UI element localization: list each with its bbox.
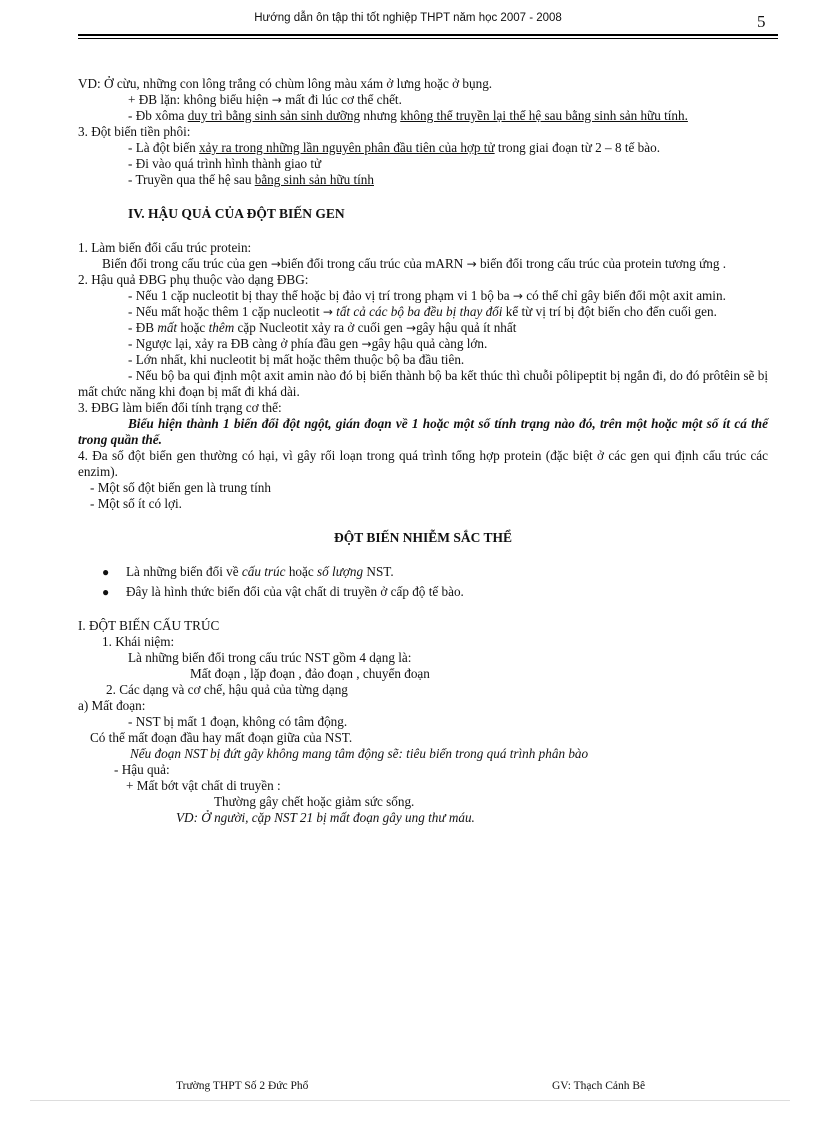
consequence-4-item-1: - Một số đột biến gen là trung tính <box>90 480 271 495</box>
bullet-icon: ● <box>102 565 110 579</box>
arrow-right-icon: → <box>270 257 281 271</box>
deletion-consequence-2: Thường gây chết hoặc giảm sức sống. <box>214 794 415 809</box>
deletion-consequence-title: - Hậu quả: <box>114 762 170 777</box>
bullet-icon: ● <box>102 585 110 599</box>
bullet-item-1: ● Là những biến đổi về cấu trúc hoặc số lượng NST. <box>102 564 394 579</box>
bullet-item-2: ● Đây là hình thức biến đổi của vật chất di truyền ở cấp độ tế bào. <box>102 584 464 599</box>
concept-types: Mất đoạn , lặp đoạn , đảo đoạn , chuyển đoạn <box>190 666 430 681</box>
footer-rule <box>30 1100 790 1101</box>
arrow-right-icon: → <box>322 305 333 319</box>
spacer <box>78 546 768 564</box>
header-title: Hướng dẫn ôn tập thi tốt nghiệp THPT năm học 2007 - 2008 <box>254 12 562 24</box>
consequence-3-text: Biểu hiện thành 1 biến đổi đột ngột, gián đoạn về 1 hoặc một số tính trạng nào đó, trên một hoặc một số ít cá thể trong quần thể. <box>78 416 768 447</box>
footer-school: Trường THPT Số 2 Đức Phổ <box>176 1080 309 1092</box>
consequence-2-title: 2. Hậu quả ĐBG phụ thuộc vào dạng ĐBG: <box>78 272 309 287</box>
deletion-item-3: Nếu đoạn NST bị đứt gãy không mang tâm động sẽ: tiêu biến trong quá trình phân bào <box>130 746 589 761</box>
deletion-title: a) Mất đoạn: <box>78 698 146 713</box>
concept-title: 1. Khái niệm: <box>102 634 175 649</box>
spacer <box>78 222 768 240</box>
consequence-2-item-6: - Nếu bộ ba qui định một axit amin nào đó bị biến thành bộ ba kết thúc thì chuỗi pôlipeptit bị ngắn đi, do đó prôtêin sẽ bị mất chức năng khi đoạn bị mất đi khá dài. <box>78 368 768 399</box>
consequence-2-item-1: - Nếu 1 cặp nucleotit bị thay thế hoặc bị đảo vị trí trong phạm vi 1 bộ ba → có thể chỉ gây biến đổi một axit amin. <box>128 288 726 303</box>
consequence-1-text: Biến đổi trong cấu trúc của gen →biến đổi trong cấu trúc của mARN → biến đổi trong cấu trúc của protein tương ứng . <box>102 256 727 271</box>
types-title: 2. Các dạng và cơ chế, hậu quả của từng dạng <box>106 682 348 697</box>
consequence-2-item-3: - ĐB mất hoặc thêm cặp Nucleotit xảy ra ở cuối gen →gây hậu quả ít nhất <box>128 320 517 335</box>
deletion-consequence-1: + Mất bớt vật chất di truyền : <box>126 778 281 793</box>
consequence-3-title: 3. ĐBG làm biến đổi tính trạng cơ thể: <box>78 400 282 415</box>
deletion-item-1: - NST bị mất 1 đoạn, không có tâm động. <box>128 714 348 729</box>
arrow-right-icon: → <box>361 337 372 351</box>
consequence-1-title: 1. Làm biến đổi cấu trúc protein: <box>78 240 252 255</box>
spacer <box>78 512 768 530</box>
section-4-title: IV. HẬU QUẢ CỦA ĐỘT BIẾN GEN <box>128 206 345 221</box>
spacer <box>78 600 768 618</box>
spacer <box>78 188 768 206</box>
structural-mutation-title: I. ĐỘT BIẾN CẤU TRÚC <box>78 618 220 633</box>
deletion-item-2: Có thể mất đoạn đầu hay mất đoạn giữa của NST. <box>90 730 353 745</box>
consequence-2-item-2: - Nếu mất hoặc thêm 1 cặp nucleotit → tất cả các bộ ba đều bị thay đổi kể từ vị trí bị đột biến cho đến cuối gen. <box>128 304 717 319</box>
embryonic-mutation-2: - Đi vào quá trình hình thành giao tử <box>128 156 322 171</box>
header-rule-thick <box>78 34 778 36</box>
embryonic-mutation-title: 3. Đột biến tiền phôi: <box>78 124 191 139</box>
consequence-4-item-2: - Một số ít có lợi. <box>90 496 182 511</box>
consequence-2-item-5: - Lớn nhất, khi nucleotit bị mất hoặc thêm thuộc bộ ba đầu tiên. <box>128 352 465 367</box>
arrow-right-icon: → <box>466 257 477 271</box>
arrow-right-icon: → <box>271 93 282 107</box>
deletion-example: VD: Ở người, cặp NST 21 bị mất đoạn gây ung thư máu. <box>176 810 475 825</box>
consequence-4-text: 4. Đa số đột biến gen thường có hại, vì gây rối loạn trong quá trình tổng hợp protein (đặc biệt ở các gen qui định cấu trúc các enzim). <box>78 448 768 479</box>
concept-text: Là những biến đổi trong cấu trúc NST gồm 4 dạng là: <box>128 650 412 665</box>
embryonic-mutation-1: - Là đột biến xảy ra trong những lần nguyên phân đầu tiên của hợp tử trong giai đoạn từ 2 – 8 tế bào. <box>128 140 660 155</box>
arrow-right-icon: → <box>512 289 523 303</box>
page-number: 5 <box>757 12 766 31</box>
header-rule-thin <box>78 38 778 39</box>
consequence-2-item-4: - Ngược lại, xảy ra ĐB càng ở phía đầu gen →gây hậu quả càng lớn. <box>128 336 488 351</box>
recessive-mutation: + ĐB lặn: không biểu hiện → mất đi lúc cơ thể chết. <box>128 92 402 107</box>
footer-teacher: GV: Thạch Cảnh Bê <box>552 1080 646 1092</box>
chromosome-mutation-title: ĐỘT BIẾN NHIỄM SẮC THỂ <box>333 530 513 545</box>
arrow-right-icon: → <box>406 321 417 335</box>
example-sheep: VD: Ở cừu, những con lông trắng có chùm lông màu xám ở lưng hoặc ở bụng. <box>78 76 493 91</box>
embryonic-mutation-3: - Truyền qua thế hệ sau bằng sinh sản hữu tính <box>128 172 374 187</box>
document-body <box>78 76 768 826</box>
somatic-mutation: - Đb xôma duy trì bằng sinh sản sinh dưỡng nhưng không thể truyền lại thế hệ sau bằng sinh sản hữu tính. <box>128 108 688 123</box>
